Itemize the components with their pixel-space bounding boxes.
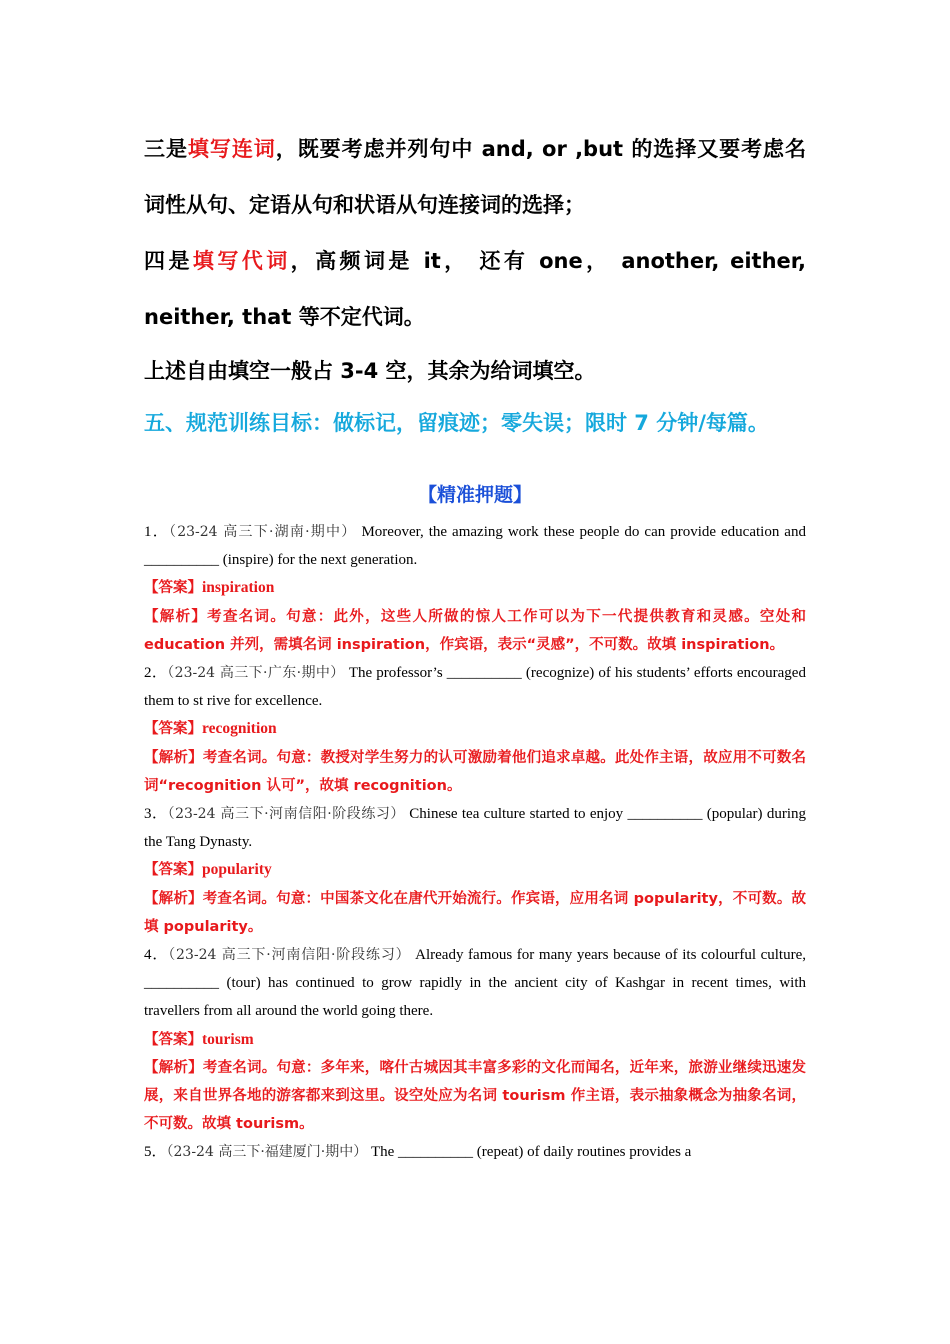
- answer-line: [144, 1026, 806, 1054]
- intro-paragraph-5: 上述自由填空一般占 3-4 空，其余为给词填空。: [144, 359, 596, 383]
- explanation: [144, 885, 806, 941]
- intro-text: ，既要考虑并列句中 and, or ,but 的选择又要考虑名: [275, 137, 807, 161]
- question-text: [144, 518, 806, 574]
- intro-text: 四是: [144, 249, 193, 273]
- question-body: Moreover, the amazing work these people do can provide education and __________ (inspire) for the next generation.: [144, 524, 806, 569]
- question-body: The __________ (repeat) of daily routines provides a: [370, 1144, 692, 1161]
- intro-paragraph-3-cont: 词性从句、定语从句和状语从句连接词的选择；: [144, 193, 585, 217]
- question-text: [144, 659, 806, 715]
- answer-value: inspiration: [202, 579, 275, 597]
- question-source: （23-24 高三下·河南信阳·阶段练习）: [167, 806, 405, 823]
- intro-paragraph-4: [144, 238, 806, 284]
- question-source: （23-24 高三下·湖南·期中）: [168, 524, 357, 540]
- page-content: [144, 126, 806, 1167]
- answer-value: recognition: [202, 720, 277, 738]
- question-number: 1．: [144, 524, 169, 540]
- highlight-fill-pronoun: 填写代词: [192, 249, 291, 273]
- explanation-label: 【解析】: [144, 749, 203, 766]
- question-text: [144, 800, 806, 856]
- question-number: 2．: [144, 665, 168, 682]
- answer-line: [144, 856, 806, 884]
- question-text: [144, 941, 806, 1026]
- answer-line: [144, 715, 806, 743]
- intro-paragraph-4-cont: neither, that 等不定代词。: [144, 305, 425, 329]
- answer-label: 【答案】: [144, 721, 202, 738]
- training-goal: 五、规范训练目标：做标记，留痕迹；零失误；限时 7 分钟/每篇。: [144, 411, 769, 435]
- question-text: [144, 1138, 806, 1166]
- answer-value: popularity: [202, 861, 272, 879]
- question-number: 4．: [144, 947, 169, 964]
- question-body: Already famous for many years because of its colourful culture, __________ (tour) has continued to grow rapidly in the ancient city of Kashgar in recent times, with travellers from all around the world going there.: [144, 947, 806, 1020]
- question-number: 3．: [144, 806, 168, 823]
- explanation-text: 考查名词。句意：此外，这些人所做的惊人工作可以为下一代提供教育和灵感。空处和 education 并列，需填名词 inspiration，作宾语，表示“灵感”，不可数。故填 inspiration。: [144, 608, 806, 653]
- intro-paragraph-3: [144, 126, 806, 172]
- explanation: [144, 1054, 806, 1139]
- question-5: [144, 1138, 806, 1166]
- answer-label: 【答案】: [144, 862, 202, 879]
- explanation-label: 【解析】: [144, 608, 208, 625]
- question-number: 5．: [144, 1144, 167, 1161]
- question-body: The professor’s __________ (recognize) of his students’ efforts encouraged them to st rive for excellence.: [144, 665, 806, 710]
- answer-line: [144, 574, 806, 602]
- explanation-text: 考查名词。句意：中国茶文化在唐代开始流行。作宾语，应用名词 popularity，不可数。故填 popularity。: [144, 890, 806, 935]
- answer-label: 【答案】: [144, 1031, 202, 1048]
- question-1: [144, 518, 806, 659]
- question-4: [144, 941, 806, 1138]
- explanation-text: 考查名词。句意：教授对学生努力的认可激励着他们追求卓越。此处作主语，故应用不可数名词“recognition 认可”，故填 recognition。: [144, 749, 807, 794]
- answer-value: tourism: [202, 1030, 254, 1048]
- explanation: [144, 603, 806, 659]
- explanation-label: 【解析】: [144, 1059, 203, 1076]
- question-2: [144, 659, 806, 800]
- explanation-label: 【解析】: [144, 890, 203, 907]
- question-source: （23-24 高三下·河南信阳·阶段练习）: [168, 947, 411, 964]
- explanation: [144, 744, 806, 800]
- section-title: 【精准押题】: [417, 484, 532, 506]
- intro-text: 三是: [144, 137, 188, 161]
- question-3: [144, 800, 806, 941]
- highlight-fill-conjunction: 填写连词: [187, 137, 276, 161]
- intro-text: ，高频词是 it， 还有 one， another, either,: [290, 249, 807, 273]
- answer-label: 【答案】: [144, 580, 202, 597]
- explanation-text: 考查名词。句意：多年来，喀什古城因其丰富多彩的文化而闻名，近年来，旅游业继续迅速发展，来自世界各地的游客都来到这里。设空处应为名词 tourism 作主语，表示抽象概念为抽象名词，不可数。故填 tourism。: [144, 1059, 807, 1133]
- question-body: Chinese tea culture started to enjoy __________ (popular) during the Tang Dynasty.: [144, 806, 806, 851]
- question-source: （23-24 高三下·福建厦门·期中）: [166, 1144, 368, 1161]
- question-source: （23-24 高三下·广东·期中）: [167, 665, 345, 682]
